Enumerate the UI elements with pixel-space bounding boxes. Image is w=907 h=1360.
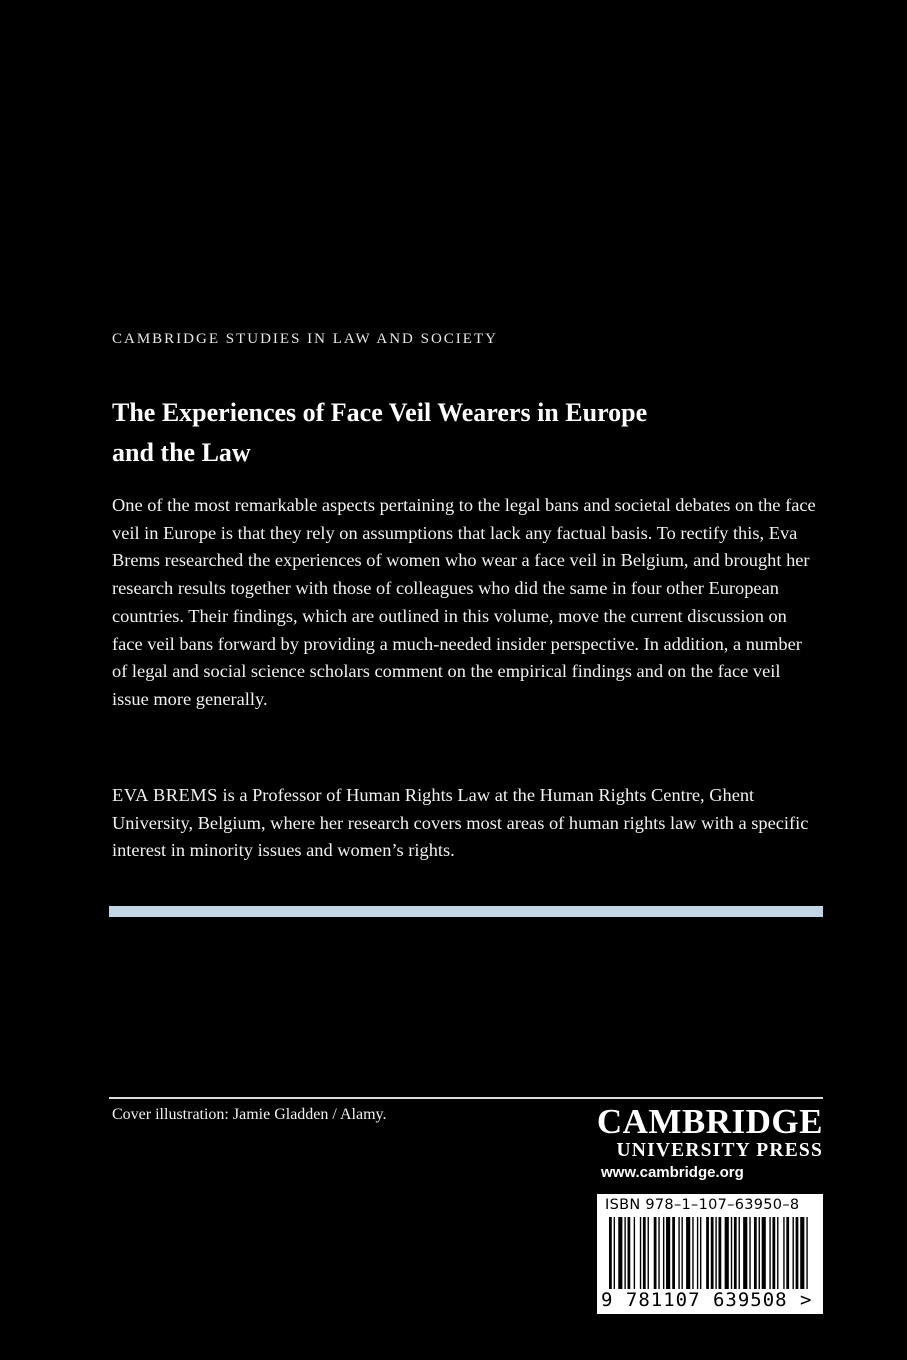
barcode-bar [793,1217,794,1289]
cover-credit: Cover illustration: Jamie Gladden / Alamy. [112,1106,387,1123]
book-title-line-1: The Experiences of Face Veil Wearers in Europe [112,398,648,427]
barcode-bar [618,1217,622,1289]
author-bio-text: is a Professor of Human Rights Law at the Human Rights Centre, Ghent University, Belgium, where her research covers most areas of human rights law with a specific interest in minority issues and women’s rights. [112,785,809,861]
barcode-bar [759,1217,760,1289]
publisher-name: CAMBRIDGE [596,1102,823,1141]
isbn-label: ISBN 978–1–107–63950–8 [605,1197,800,1213]
series-title: CAMBRIDGE STUDIES IN LAW AND SOCIETY [112,331,498,347]
barcode-bar [697,1217,698,1289]
publisher-subtitle: UNIVERSITY PRESS [616,1140,823,1161]
barcode-bar [754,1217,757,1289]
author-name: EVA BREMS [112,785,218,805]
barcode-bar [658,1217,659,1289]
barcode-bar [806,1217,807,1289]
barcode-bar [634,1217,635,1289]
barcode-bar [711,1217,714,1289]
accent-bar [109,906,823,917]
barcode-digits: 9 781107 639508 > [601,1289,813,1311]
barcode-bar [800,1217,804,1289]
barcode-bar [725,1217,729,1289]
barcode-bar [783,1217,784,1289]
barcode-bar [686,1217,690,1289]
barcode-bar [643,1217,646,1289]
barcode-bar [666,1217,670,1289]
barcode-bar [777,1217,778,1289]
publisher-logo [583,1104,823,1184]
barcode-bar [786,1217,789,1289]
barcode-bar [654,1217,657,1289]
barcode-bar [743,1217,747,1289]
barcode-bar [692,1217,693,1289]
barcode-bar [769,1217,770,1289]
barcode-bar [706,1217,709,1289]
barcode-bar [678,1217,679,1289]
barcode-bar [609,1217,612,1289]
barcode-bar [672,1217,675,1289]
isbn-barcode [597,1194,823,1314]
barcode-bar [762,1217,766,1289]
barcode-bar [796,1217,799,1289]
divider-rule [109,1097,823,1099]
barcode-bar [628,1217,631,1289]
barcode-bar [749,1217,750,1289]
barcode-bar [739,1217,740,1289]
barcode-bar [731,1217,732,1289]
barcode-bar [681,1217,682,1289]
barcode-bar [772,1217,775,1289]
barcode-bars [609,1217,811,1289]
barcode-bar [718,1217,721,1289]
book-description: One of the most remarkable aspects pertaining to the legal bans and societal debates on the face veil in Europe is that they rely on assumptions that lack any factual basis. To rectify this, Eva Brems researched the experiences of women who wear a face veil in Belgium, and brought her research results together with those of colleagues who did the same in four other European countries. Their findings, which are outlined in this volume, move the current discussion on face veil bans forward by providing a much-needed insider perspective. In addition, a number of legal and social science scholars comment on the empirical findings and on the face veil issue more generally. [112,495,816,709]
barcode-bar [715,1217,716,1289]
author-bio [112,782,817,865]
publisher-url: www.cambridge.org [601,1164,744,1181]
barcode-bar [700,1217,701,1289]
barcode-bar [640,1217,641,1289]
barcode-bar [624,1217,625,1289]
book-title-line-2: and the Law [112,438,251,467]
barcode-bar [663,1217,664,1289]
barcode-bar [614,1217,615,1289]
barcode-bar [648,1217,649,1289]
book-title [112,393,812,473]
barcode-bar [734,1217,737,1289]
